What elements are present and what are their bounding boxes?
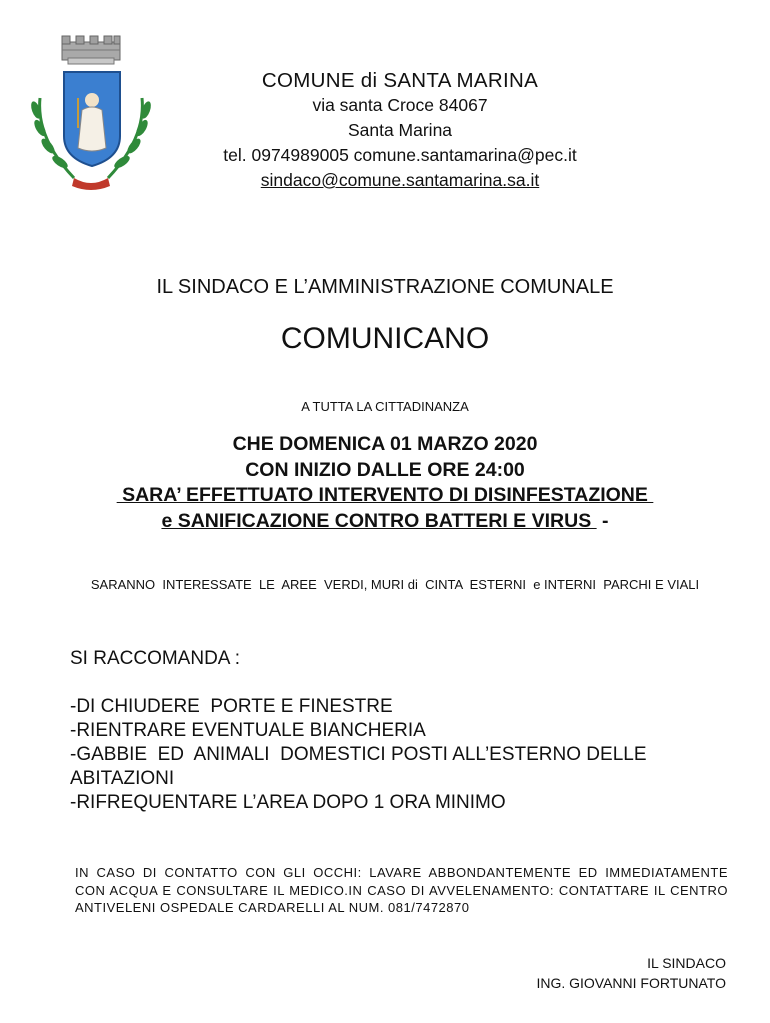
announcement-dash: -	[596, 509, 609, 532]
recommendations-title: SI RACCOMANDA :	[70, 648, 240, 669]
safety-warning: IN CASO DI CONTATTO CON GLI OCCHI: LAVARE ABBONDANTEMENTE ED IMMEDIATAMENTE CON ACQUA E CONSULTARE IL MEDICO.IN CASO DI AVVELENAMENTO: CONTATTARE IL CENTRO ANTIVELENI OSPEDALE CARDARELLI AL NUM. 081/7472870	[75, 865, 728, 915]
crown-icon	[62, 36, 120, 64]
municipality-city: Santa Marina	[347, 120, 453, 140]
notice-verb: COMUNICANO	[280, 322, 490, 355]
notice-recipients: A TUTTA LA CITTADINANZA	[301, 399, 469, 414]
signature-block	[536, 953, 726, 993]
recommendation-item: -DI CHIUDERE PORTE E FINESTRE	[70, 696, 393, 717]
announcement-block	[0, 432, 770, 534]
signature-name: ING. GIOVANNI FORTUNATO	[536, 975, 726, 991]
announcement-sanitization: e SANIFICAZIONE CONTRO BATTERI E VIRUS	[161, 509, 597, 532]
recommendation-item: -GABBIE ED ANIMALI DOMESTICI POSTI ALL’ESTERNO DELLE ABITAZIONI	[70, 744, 651, 789]
affected-areas: SARANNO INTERESSATE LE AREE VERDI, MURI di CINTA ESTERNI e INTERNI PARCHI E VIALI	[90, 577, 700, 592]
municipal-crest-image	[18, 28, 163, 198]
municipality-header	[190, 68, 610, 193]
announcement-time: CON INIZIO DALLE ORE 24:00	[245, 458, 525, 481]
municipality-name: COMUNE di SANTA MARINA	[261, 69, 539, 92]
notice-heading: IL SINDACO E L’AMMINISTRAZIONE COMUNALE	[156, 276, 614, 298]
recommendation-item: -RIENTRARE EVENTUALE BIANCHERIA	[70, 720, 426, 741]
shield-icon	[64, 72, 120, 166]
recommendation-item: -RIFREQUENTARE L’AREA DOPO 1 ORA MINIMO	[70, 792, 506, 813]
signature-title: IL SINDACO	[647, 955, 726, 971]
mayor-email-link[interactable]: sindaco@comune.santamarina.sa.it	[260, 170, 540, 190]
municipality-address: via santa Croce 84067	[312, 95, 488, 115]
ribbon-icon	[72, 178, 110, 190]
announcement-intervention: SARA’ EFFETTUATO INTERVENTO DI DISINFESTAZIONE	[116, 484, 654, 506]
recommendations-list	[70, 695, 720, 815]
municipality-contact: tel. 0974989005 comune.santamarina@pec.it	[223, 145, 577, 165]
announcement-date: CHE DOMENICA 01 MARZO 2020	[232, 433, 538, 455]
